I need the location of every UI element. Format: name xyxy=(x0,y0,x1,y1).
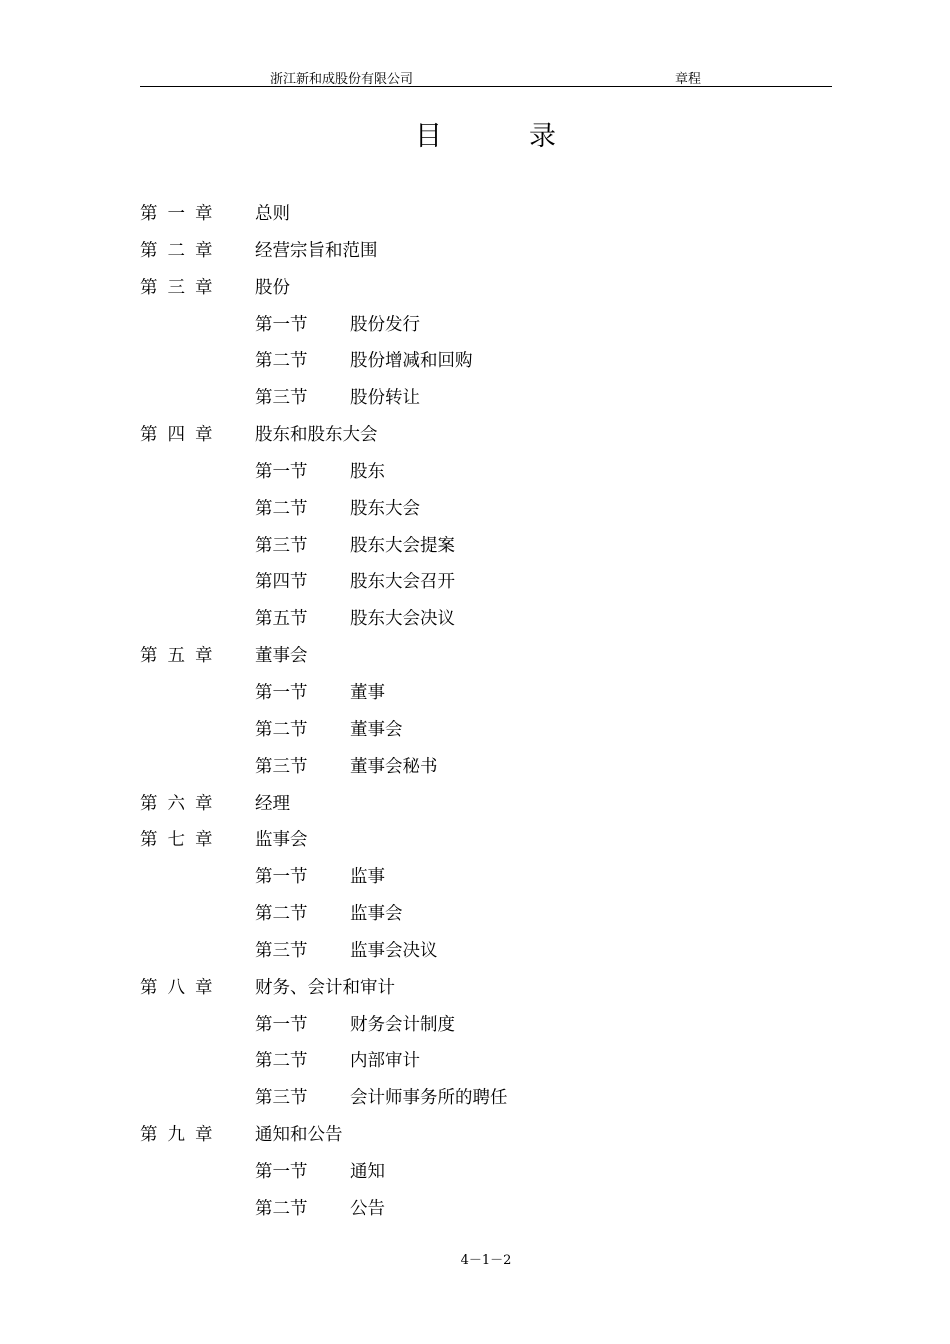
toc-section-row xyxy=(140,1007,840,1044)
section-title: 监事 xyxy=(350,867,385,888)
chapter-label: 第一章 xyxy=(140,204,223,224)
section-label: 第三节 xyxy=(255,1088,308,1109)
section-title: 股份转让 xyxy=(350,388,420,409)
chapter-title: 股份 xyxy=(255,277,290,298)
page-title xyxy=(0,114,950,154)
section-label: 第一节 xyxy=(255,461,308,482)
section-title: 股东 xyxy=(350,461,385,482)
section-title: 会计师事务所的聘任 xyxy=(350,1088,508,1109)
section-title: 董事会秘书 xyxy=(350,756,438,777)
section-title: 监事会 xyxy=(350,904,403,925)
section-label: 第二节 xyxy=(255,351,308,372)
toc-chapter-row xyxy=(140,417,840,454)
section-label: 第二节 xyxy=(255,904,308,925)
chapter-label: 第五章 xyxy=(140,646,223,667)
header-document-name: 章程 xyxy=(675,72,702,87)
section-label: 第三节 xyxy=(255,756,308,777)
chapter-title: 财务、会计和审计 xyxy=(255,977,395,998)
section-title: 股东大会 xyxy=(350,498,420,519)
toc-section-row xyxy=(140,454,840,491)
section-title: 内部审计 xyxy=(350,1051,420,1072)
toc-section-row xyxy=(140,528,840,565)
toc-section-row xyxy=(140,896,840,933)
section-title: 通知 xyxy=(350,1161,385,1182)
title-char-right: 录 xyxy=(529,121,556,152)
toc-chapter-row xyxy=(140,270,840,307)
toc-section-row xyxy=(140,564,840,601)
toc-chapter-row xyxy=(140,970,840,1007)
title-char-left: 目 xyxy=(415,121,442,152)
toc-section-row xyxy=(140,749,840,786)
section-title: 股东大会决议 xyxy=(350,609,455,630)
section-title: 董事会 xyxy=(350,719,403,740)
table-of-contents xyxy=(140,196,840,1228)
section-label: 第二节 xyxy=(255,498,308,519)
section-label: 第二节 xyxy=(255,1051,308,1072)
chapter-title: 监事会 xyxy=(255,830,308,851)
page-number: 4－1－2 xyxy=(460,1253,512,1268)
toc-section-row xyxy=(140,1191,840,1228)
section-title: 股东大会提案 xyxy=(350,535,455,556)
chapter-label: 第九章 xyxy=(140,1125,223,1146)
chapter-title: 总则 xyxy=(255,204,290,224)
toc-section-row xyxy=(140,933,840,970)
section-label: 第五节 xyxy=(255,609,308,630)
toc-section-row xyxy=(140,491,840,528)
page-header xyxy=(140,64,832,87)
chapter-label: 第六章 xyxy=(140,793,223,814)
toc-section-row xyxy=(140,601,840,638)
toc-section-row xyxy=(140,712,840,749)
section-title: 股东大会召开 xyxy=(350,572,455,593)
chapter-label: 第二章 xyxy=(140,240,223,261)
chapter-label: 第八章 xyxy=(140,977,223,998)
toc-section-row xyxy=(140,1043,840,1080)
section-label: 第三节 xyxy=(255,940,308,961)
toc-section-row xyxy=(140,1080,840,1117)
chapter-title: 经理 xyxy=(255,793,290,814)
chapter-title: 董事会 xyxy=(255,646,308,667)
section-title: 股份增减和回购 xyxy=(350,351,473,372)
section-title: 股份发行 xyxy=(350,314,420,335)
chapter-label: 第三章 xyxy=(140,277,223,298)
section-title: 董事 xyxy=(350,682,385,703)
toc-chapter-row xyxy=(140,638,840,675)
toc-section-row xyxy=(140,675,840,712)
section-title: 财务会计制度 xyxy=(350,1014,455,1035)
toc-chapter-row xyxy=(140,786,840,823)
chapter-label: 第四章 xyxy=(140,425,223,446)
toc-section-row xyxy=(140,859,840,896)
section-title: 公告 xyxy=(350,1198,385,1219)
section-label: 第四节 xyxy=(255,572,308,593)
section-title: 监事会决议 xyxy=(350,940,438,961)
toc-section-row xyxy=(140,1154,840,1191)
toc-chapter-row xyxy=(140,1117,840,1154)
chapter-title: 经营宗旨和范围 xyxy=(255,240,378,261)
section-label: 第一节 xyxy=(255,1161,308,1182)
section-label: 第一节 xyxy=(255,1014,308,1035)
toc-chapter-row xyxy=(140,196,840,233)
section-label: 第二节 xyxy=(255,1198,308,1219)
chapter-label: 第七章 xyxy=(140,830,223,851)
section-label: 第一节 xyxy=(255,867,308,888)
section-label: 第一节 xyxy=(255,314,308,335)
toc-chapter-row xyxy=(140,822,840,859)
toc-section-row xyxy=(140,307,840,344)
toc-chapter-row xyxy=(140,233,840,270)
chapter-title: 股东和股东大会 xyxy=(255,425,378,446)
section-label: 第三节 xyxy=(255,535,308,556)
section-label: 第一节 xyxy=(255,682,308,703)
toc-section-row xyxy=(140,380,840,417)
chapter-title: 通知和公告 xyxy=(255,1125,343,1146)
toc-section-row xyxy=(140,343,840,380)
header-company-name: 浙江新和成股份有限公司 xyxy=(270,72,414,87)
section-label: 第三节 xyxy=(255,388,308,409)
section-label: 第二节 xyxy=(255,719,308,740)
